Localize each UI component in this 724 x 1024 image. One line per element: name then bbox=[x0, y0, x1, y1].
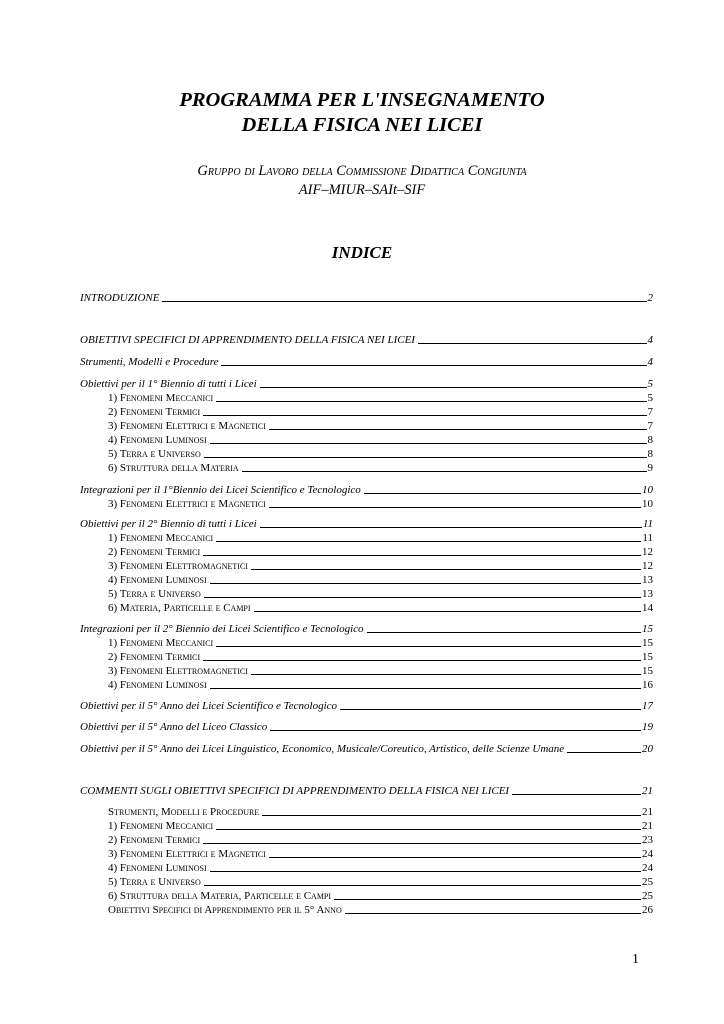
toc-entry-page: 9 bbox=[647, 462, 653, 474]
toc-entry-page: 4 bbox=[647, 334, 653, 346]
toc-leader-line bbox=[334, 899, 641, 900]
toc-entry-page: 24 bbox=[642, 862, 653, 874]
toc-entry bbox=[108, 601, 653, 615]
toc-leader-line bbox=[269, 857, 641, 858]
toc-entry-page: 10 bbox=[642, 498, 653, 510]
toc-leader-line bbox=[340, 709, 641, 710]
toc-entry bbox=[108, 861, 653, 875]
toc-entry-page: 7 bbox=[647, 420, 653, 432]
toc-entry-page: 20 bbox=[642, 743, 653, 755]
toc-entry bbox=[80, 483, 653, 497]
toc-entry-title: 5) Terra e Universo bbox=[108, 876, 201, 888]
title-line-1: PROGRAMMA PER L'INSEGNAMENTO bbox=[179, 89, 545, 111]
toc-entry-title: 2) Fenomeni Termici bbox=[108, 546, 201, 558]
toc-leader-line bbox=[262, 815, 641, 816]
toc-entry bbox=[108, 678, 653, 692]
toc-entry-page: 21 bbox=[642, 785, 653, 797]
toc-entry-page: 25 bbox=[642, 890, 653, 902]
toc-entry-page: 13 bbox=[642, 588, 653, 600]
toc-entry-title: 4) Fenomeni Luminosi bbox=[108, 574, 207, 586]
toc-entry-title: 4) Fenomeni Luminosi bbox=[108, 679, 207, 691]
toc-entry-title: Strumenti, Modelli e Procedure bbox=[80, 356, 219, 368]
toc-leader-line bbox=[260, 387, 647, 388]
toc-entry-title: INTRODUZIONE bbox=[80, 292, 160, 304]
toc-entry bbox=[108, 497, 653, 511]
toc-entry bbox=[108, 587, 653, 601]
toc-entry bbox=[108, 405, 653, 419]
toc-leader-line bbox=[203, 660, 641, 661]
toc-entry-title: 5) Terra e Universo bbox=[108, 448, 201, 460]
toc-entry-title: 6) Struttura della Materia bbox=[108, 462, 239, 474]
toc-entry-title: 3) Fenomeni Elettrici e Magnetici bbox=[108, 498, 266, 510]
toc-entry bbox=[80, 517, 653, 531]
toc-entry-title: 2) Fenomeni Termici bbox=[108, 834, 201, 846]
toc-entry bbox=[80, 355, 653, 369]
toc-entry-title: Integrazioni per il 2° Biennio dei Licei Scientifico e Tecnologico bbox=[80, 623, 364, 635]
toc-leader-line bbox=[203, 843, 641, 844]
toc-leader-line bbox=[242, 471, 647, 472]
toc-entry bbox=[108, 461, 653, 475]
toc-entry-page: 19 bbox=[642, 721, 653, 733]
toc-entry bbox=[108, 419, 653, 433]
toc-entry-title: 1) Fenomeni Meccanici bbox=[108, 532, 214, 544]
toc-entry bbox=[80, 291, 653, 305]
toc-leader-line bbox=[269, 429, 647, 430]
toc-entry bbox=[108, 664, 653, 678]
toc-leader-line bbox=[204, 457, 647, 458]
toc-entry-page: 14 bbox=[642, 602, 653, 614]
toc-entry-title: 3) Fenomeni Elettrici e Magnetici bbox=[108, 848, 266, 860]
toc-leader-line bbox=[269, 507, 641, 508]
toc-leader-line bbox=[210, 871, 641, 872]
toc-leader-line bbox=[216, 401, 646, 402]
toc-leader-line bbox=[204, 885, 641, 886]
toc-entry-title: 3) Fenomeni Elettrici e Magnetici bbox=[108, 420, 266, 432]
toc-entry-title: 6) Materia, Particelle e Campi bbox=[108, 602, 251, 614]
toc-leader-line bbox=[251, 674, 641, 675]
toc-entry bbox=[108, 545, 653, 559]
toc-entry-page: 5 bbox=[647, 392, 653, 404]
toc-entry-title: Strumenti, Modelli e Procedure bbox=[108, 806, 260, 818]
toc-leader-line bbox=[345, 913, 641, 914]
toc-entry bbox=[80, 699, 653, 713]
toc-entry-title: 2) Fenomeni Termici bbox=[108, 651, 201, 663]
toc-entry-title: Obiettivi per il 5° Anno del Liceo Classico bbox=[80, 721, 268, 733]
toc-entry bbox=[108, 819, 653, 833]
toc-entry-page: 12 bbox=[642, 560, 653, 572]
toc-entry-page: 26 bbox=[642, 904, 653, 916]
toc-entry-page: 15 bbox=[642, 651, 653, 663]
title-line-2: DELLA FISICA NEI LICEI bbox=[241, 114, 483, 136]
toc-leader-line bbox=[204, 597, 641, 598]
toc-entry bbox=[80, 742, 653, 756]
toc-entry bbox=[108, 875, 653, 889]
toc-leader-line bbox=[418, 343, 647, 344]
toc-entry-page: 11 bbox=[642, 532, 653, 544]
toc-leader-line bbox=[210, 583, 641, 584]
toc-leader-line bbox=[210, 688, 641, 689]
toc-entry-title: Obiettivi per il 5° Anno dei Licei Linguistico, Economico, Musicale/Coreutico, Artistico, delle Scienze Umane bbox=[80, 743, 565, 755]
toc-leader-line bbox=[216, 541, 641, 542]
toc-entry-title: 1) Fenomeni Meccanici bbox=[108, 392, 214, 404]
toc-entry-page: 21 bbox=[642, 806, 653, 818]
toc-entry-title: Obiettivi per il 5° Anno dei Licei Scientifico e Tecnologico bbox=[80, 700, 338, 712]
toc-entry-title: 2) Fenomeni Termici bbox=[108, 406, 201, 418]
toc-leader-line bbox=[367, 632, 641, 633]
toc-leader-line bbox=[203, 555, 641, 556]
toc-entry bbox=[108, 531, 653, 545]
toc-entry bbox=[80, 784, 653, 798]
toc-entry bbox=[108, 889, 653, 903]
toc-entry-page: 2 bbox=[647, 292, 653, 304]
toc-entry bbox=[108, 391, 653, 405]
toc-entry-title: COMMENTI SUGLI OBIETTIVI SPECIFICI DI APPRENDIMENTO DELLA FISICA NEI LICEI bbox=[80, 785, 510, 797]
organizations-line: AIF–MIUR–SAIt–SIF bbox=[298, 182, 426, 198]
document-title bbox=[0, 88, 724, 138]
toc-leader-line bbox=[203, 415, 646, 416]
toc-entry-page: 12 bbox=[642, 546, 653, 558]
toc-entry bbox=[108, 559, 653, 573]
toc-entry-page: 15 bbox=[642, 665, 653, 677]
toc-entry-title: 1) Fenomeni Meccanici bbox=[108, 637, 214, 649]
working-group-line: Gruppo di Lavoro della Commissione Didattica Congiunta bbox=[197, 163, 527, 179]
toc-entry-title: 5) Terra e Universo bbox=[108, 588, 201, 600]
toc-entry-title: OBIETTIVI SPECIFICI DI APPRENDIMENTO DELLA FISICA NEI LICEI bbox=[80, 334, 415, 346]
page-number: 1 bbox=[632, 952, 639, 967]
toc-entry bbox=[108, 573, 653, 587]
toc-entry-page: 4 bbox=[647, 356, 653, 368]
toc-entry bbox=[108, 833, 653, 847]
toc-entry-page: 21 bbox=[642, 820, 653, 832]
toc-leader-line bbox=[216, 646, 641, 647]
toc-leader-line bbox=[162, 301, 646, 302]
toc-leader-line bbox=[251, 569, 641, 570]
toc-leader-line bbox=[270, 730, 641, 731]
toc-entry-page: 24 bbox=[642, 848, 653, 860]
toc-entry-page: 10 bbox=[642, 484, 653, 496]
toc-entry-page: 11 bbox=[642, 518, 653, 530]
toc-entry bbox=[108, 847, 653, 861]
toc-entry-title: 1) Fenomeni Meccanici bbox=[108, 820, 214, 832]
toc-leader-line bbox=[210, 443, 647, 444]
toc-entry bbox=[108, 433, 653, 447]
toc-entry-page: 16 bbox=[642, 679, 653, 691]
toc-entry-title: Obiettivi per il 1° Biennio di tutti i Licei bbox=[80, 378, 257, 390]
toc-entry-title: Obiettivi per il 2° Biennio di tutti i Licei bbox=[80, 518, 257, 530]
toc-entry bbox=[80, 622, 653, 636]
toc-entry-page: 7 bbox=[647, 406, 653, 418]
toc-leader-line bbox=[512, 794, 641, 795]
index-heading: INDICE bbox=[331, 243, 393, 262]
toc-entry-page: 8 bbox=[647, 434, 653, 446]
toc-leader-line bbox=[567, 752, 641, 753]
toc-entry-title: Obiettivi Specifici di Apprendimento per il 5° Anno bbox=[108, 904, 342, 916]
toc-entry-title: 4) Fenomeni Luminosi bbox=[108, 862, 207, 874]
document-subtitle bbox=[0, 162, 724, 200]
toc-entry bbox=[108, 805, 653, 819]
toc-entry bbox=[108, 903, 653, 917]
toc-entry-page: 15 bbox=[642, 637, 653, 649]
toc-entry-page: 23 bbox=[642, 834, 653, 846]
toc-leader-line bbox=[254, 611, 641, 612]
toc-entry bbox=[80, 333, 653, 347]
toc-leader-line bbox=[364, 493, 641, 494]
toc-entry-page: 25 bbox=[642, 876, 653, 888]
toc-entry-page: 13 bbox=[642, 574, 653, 586]
toc-entry bbox=[108, 447, 653, 461]
toc-entry-title: Integrazioni per il 1°Biennio dei Licei Scientifico e Tecnologico bbox=[80, 484, 361, 496]
toc-entry bbox=[108, 650, 653, 664]
toc-leader-line bbox=[216, 829, 641, 830]
toc-entry-title: 3) Fenomeni Elettromagnetici bbox=[108, 560, 248, 572]
toc-entry bbox=[108, 636, 653, 650]
toc-entry-page: 15 bbox=[642, 623, 653, 635]
toc-entry bbox=[80, 720, 653, 734]
toc-entry-page: 5 bbox=[647, 378, 653, 390]
toc-entry-title: 4) Fenomeni Luminosi bbox=[108, 434, 207, 446]
toc-leader-line bbox=[221, 365, 646, 366]
toc-entry-page: 8 bbox=[647, 448, 653, 460]
toc-entry-title: 3) Fenomeni Elettromagnetici bbox=[108, 665, 248, 677]
toc-entry-title: 6) Struttura della Materia, Particelle e Campi bbox=[108, 890, 332, 902]
toc-entry bbox=[80, 377, 653, 391]
toc-leader-line bbox=[260, 527, 642, 528]
toc-entry-page: 17 bbox=[642, 700, 653, 712]
